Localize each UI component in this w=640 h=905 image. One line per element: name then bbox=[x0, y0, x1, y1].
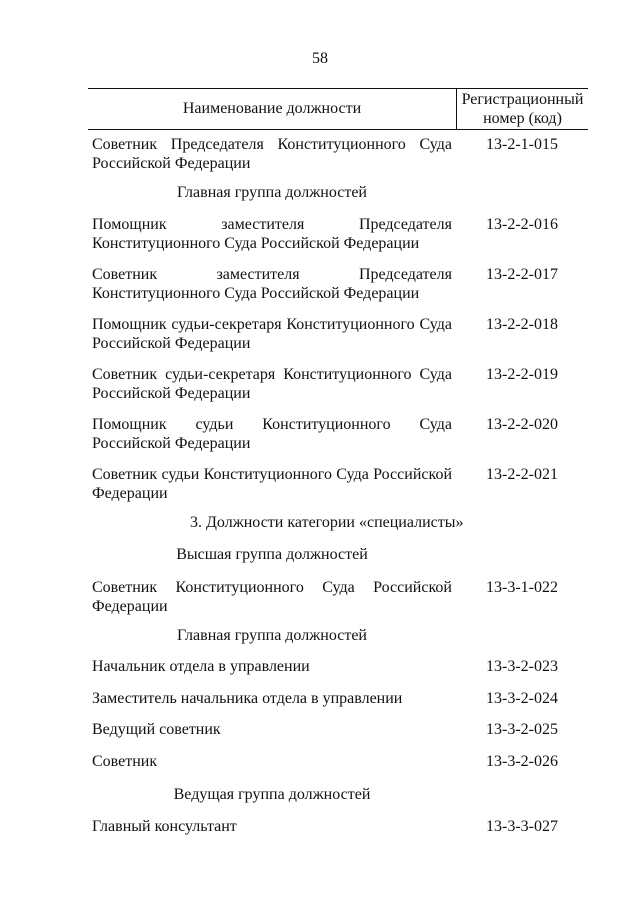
page-number: 58 bbox=[312, 50, 328, 67]
column-header-name: Наименование должности bbox=[182, 100, 362, 117]
position-name: Заместитель начальника отдела в управлении bbox=[92, 690, 403, 707]
position-name: Помощник судьи Конституционного Суда Российской Федерации bbox=[92, 416, 452, 452]
registration-code: 13-2-2-016 bbox=[486, 216, 558, 233]
registration-code: 13-3-1-022 bbox=[486, 579, 558, 596]
registration-code: 13-3-2-024 bbox=[486, 690, 558, 707]
group-heading: Высшая группа должностей bbox=[176, 546, 368, 563]
registration-code: 13-2-2-018 bbox=[486, 316, 558, 333]
position-name: Советник судьи Конституционного Суда Российской Федерации bbox=[92, 466, 452, 502]
position-name: Помощник судьи-секретаря Конституционного Суда Российской Федерации bbox=[92, 316, 452, 352]
position-name: Ведущий советник bbox=[92, 721, 221, 738]
registration-code: 13-2-2-021 bbox=[486, 466, 558, 483]
registration-code: 13-2-1-015 bbox=[486, 136, 558, 153]
group-heading: Главная группа должностей bbox=[177, 184, 367, 201]
position-name: Советник Конституционного Суда Российской Федерации bbox=[92, 579, 452, 615]
position-name: Советник заместителя Председателя Конституционного Суда Российской Федерации bbox=[92, 266, 452, 302]
position-name: Советник судьи-секретаря Конституционного Суда Российской Федерации bbox=[92, 366, 452, 402]
position-name: Начальник отдела в управлении bbox=[92, 658, 310, 675]
position-name: Помощник заместителя Председателя Конституционного Суда Российской Федерации bbox=[92, 216, 452, 252]
registration-code: 13-2-2-020 bbox=[486, 416, 558, 433]
registration-code: 13-3-2-025 bbox=[486, 721, 558, 738]
table-header bbox=[88, 88, 588, 130]
column-header-code bbox=[457, 90, 588, 128]
registration-code: 13-2-2-017 bbox=[486, 266, 558, 283]
position-name: Советник bbox=[92, 753, 158, 770]
position-name: Главный консультант bbox=[92, 818, 237, 835]
group-heading: Ведущая группа должностей bbox=[173, 786, 371, 803]
registration-code: 13-3-2-026 bbox=[486, 753, 558, 770]
column-header-code-line2: номер (код) bbox=[483, 110, 562, 127]
group-heading: Главная группа должностей bbox=[177, 627, 367, 644]
category-heading: 3. Должности категории «специалисты» bbox=[190, 514, 464, 531]
registration-code: 13-3-2-023 bbox=[486, 658, 558, 675]
position-name: Советник Председателя Конституционного Суда Российской Федерации bbox=[92, 136, 452, 172]
registration-code: 13-3-3-027 bbox=[486, 818, 558, 835]
column-header-code-line1: Регистрационный bbox=[461, 91, 584, 108]
registration-code: 13-2-2-019 bbox=[486, 366, 558, 383]
